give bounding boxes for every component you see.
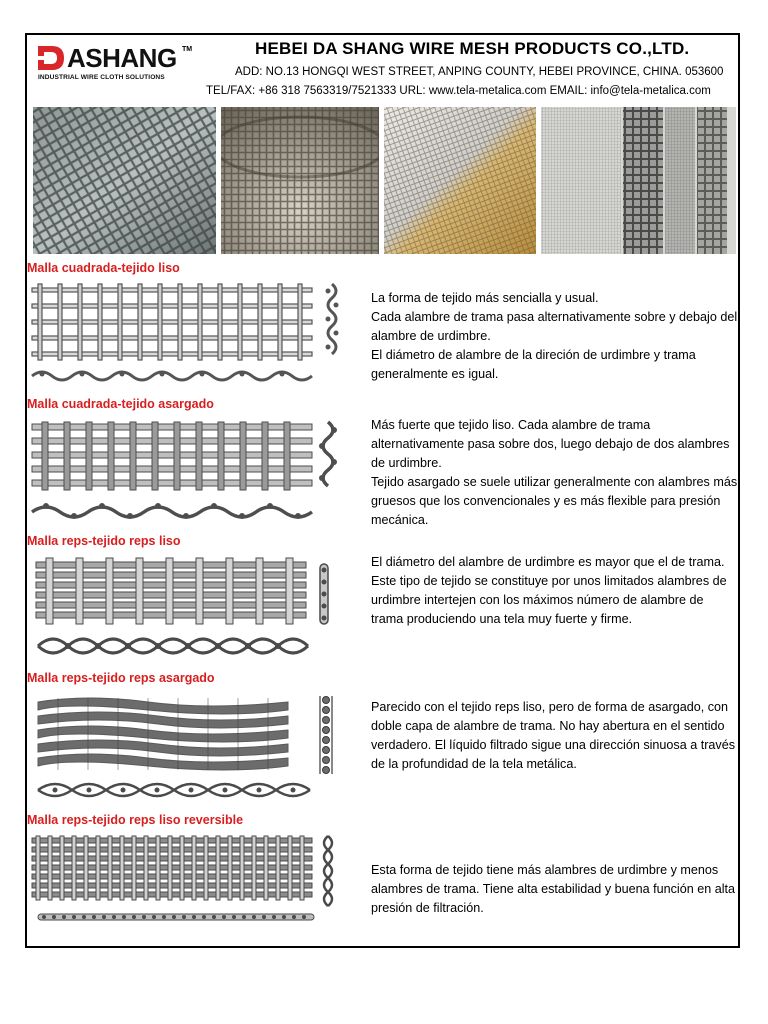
description-line: Tejido asargado se suele utilizar generalmente con alambres más gruesos que los convencionales y es más flexible para presión mecánica. xyxy=(371,475,738,527)
reverse-dutch-weave-diagram xyxy=(28,834,348,934)
logo-wordmark: ASHANG xyxy=(67,43,177,73)
section-title-reverse-dutch-weave: Malla reps-tejido reps liso reversible xyxy=(27,813,244,827)
description-line: El diámetro de alambre de la direción de urdimbre y trama generalmente es igual. xyxy=(371,348,696,381)
plain-dutch-weave-diagram xyxy=(28,556,348,660)
section-title-twill-weave: Malla cuadrada-tejido asargado xyxy=(27,397,214,411)
description-line: La forma de tejido más sencialla y usual. xyxy=(371,291,599,305)
mesh-photo-3 xyxy=(384,107,536,254)
mesh-photo-1 xyxy=(33,107,216,254)
section-title-plain-weave: Malla cuadrada-tejido liso xyxy=(27,261,180,275)
logo-trademark: TM xyxy=(182,46,193,53)
section-description-plain-weave xyxy=(371,289,739,384)
company-address: ADD: NO.13 HONGQI WEST STREET, ANPING COUNTY, HEBEI PROVINCE, CHINA. 053600 xyxy=(235,66,724,78)
description-line: Parecido con el tejido reps liso, pero de forma de asargado, con doble capa de alambre de trama. No hay abertura en el sentido verdadero. El líquido filtrado sigue una dirección sinuosa a través de la profundidad de la tela metálica. xyxy=(371,700,736,771)
section-description-twill-dutch-weave xyxy=(371,698,739,774)
description-line: Esta forma de tejido tiene más alambres de urdimbre y menos alambres de trama. Tiene alta estabilidad y buena función en alta presión de filtración. xyxy=(371,863,736,915)
description-line: Más fuerte que tejido liso. Cada alambre de trama alternativamente pasa sobre dos, luego debajo de dos alambres de urdimbre. xyxy=(371,418,730,470)
logo-tagline: INDUSTRIAL WIRE CLOTH SOLUTIONS xyxy=(38,74,165,81)
description-line: El diámetro del alambre de urdimbre es mayor que el de trama. xyxy=(371,555,725,569)
company-contact: TEL/FAX: +86 318 7563319/7521333 URL: www.tela-metalica.com EMAIL: info@tela-metalica.com xyxy=(206,85,711,97)
company-logo xyxy=(36,44,196,84)
plain-weave-diagram xyxy=(28,282,348,386)
description-line: Cada alambre de trama pasa alternativamente sobre y debajo del alambre de urdimbre. xyxy=(371,310,738,343)
mesh-photo-2 xyxy=(221,107,379,254)
section-title-twill-dutch-weave: Malla reps-tejido reps asargado xyxy=(27,671,215,685)
twill-weave-diagram xyxy=(28,420,348,524)
section-description-reverse-dutch-weave xyxy=(371,861,739,918)
section-title-plain-dutch-weave: Malla reps-tejido reps liso xyxy=(27,534,181,548)
company-name: HEBEI DA SHANG WIRE MESH PRODUCTS CO.,LTD. xyxy=(255,39,690,58)
logo-mark-icon xyxy=(36,44,66,72)
section-description-twill-weave xyxy=(371,416,739,530)
section-description-plain-dutch-weave xyxy=(371,553,739,629)
twill-dutch-weave-diagram xyxy=(28,692,348,802)
mesh-photo-4 xyxy=(541,107,736,254)
description-line: Este tipo de tejido se constituye por unos limitados alambres de urdimbre intertejen con los máximos número de alambre de trama produciendo una tela muy fuerte y firme. xyxy=(371,574,727,626)
